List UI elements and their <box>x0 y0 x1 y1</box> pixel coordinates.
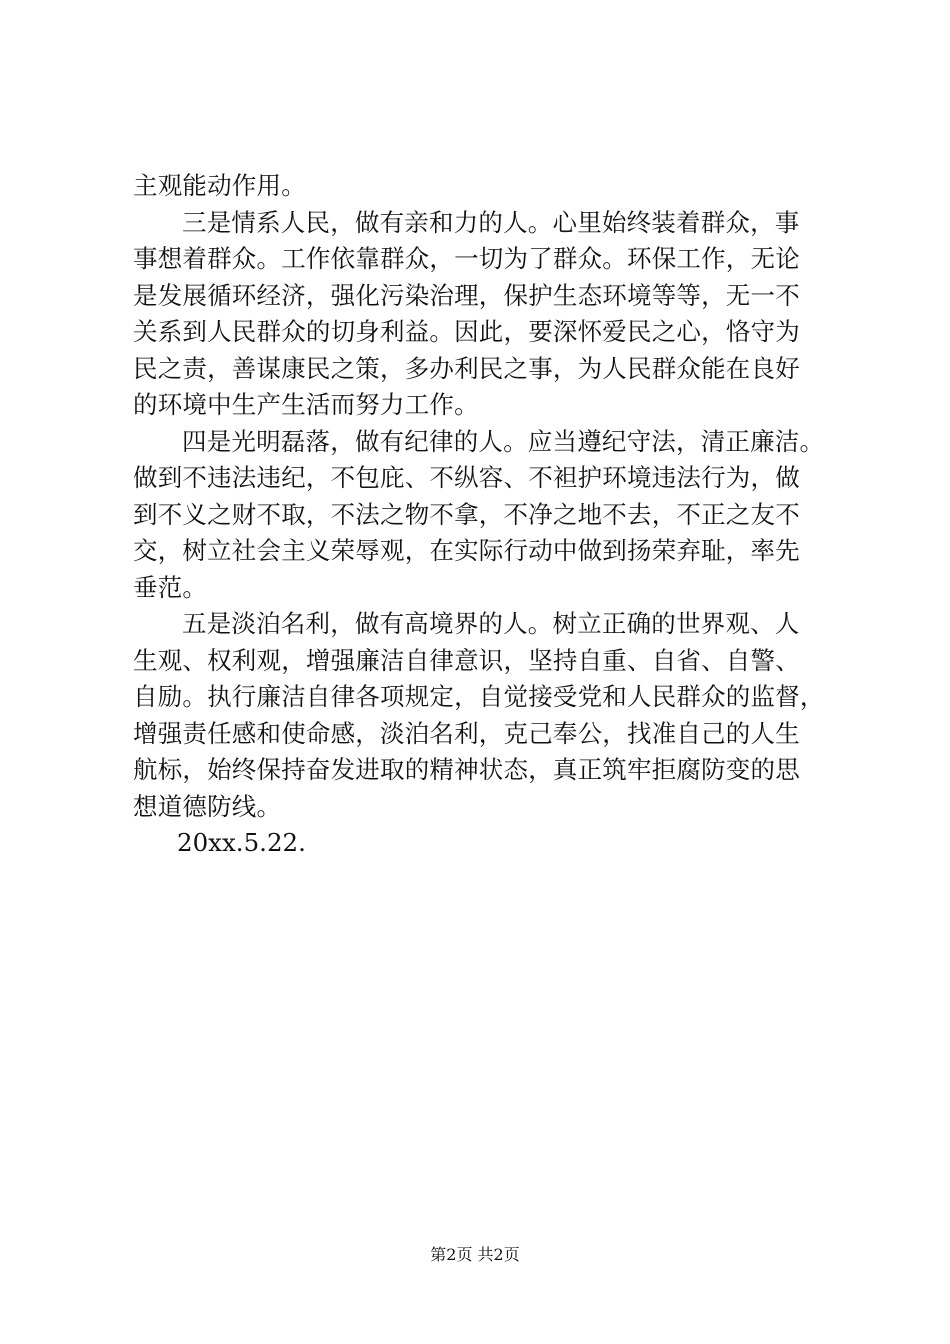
body-line: 关系到人民群众的切身利益。因此，要深怀爱民之心，恪守为 <box>133 317 800 346</box>
body-line: 想道德防线。 <box>133 791 282 821</box>
body-line: 是发展循环经济，强化污染治理，保护生态环境等等，无一不 <box>133 280 800 310</box>
body-line: 增强责任感和使命感，淡泊名利，克己奉公，找准自己的人生 <box>133 718 800 748</box>
body-line: 交，树立社会主义荣辱观，在实际行动中做到扬荣弃耻，率先 <box>133 536 800 565</box>
body-line: 民之责，善谋康民之策，多办利民之事，为人民群众能在良好 <box>133 353 800 383</box>
body-line: 的环境中生产生活而努力工作。 <box>133 390 479 419</box>
body-line: 事想着群众。工作依靠群众，一切为了群众。环保工作，无论 <box>133 244 800 273</box>
document-body <box>133 168 833 862</box>
body-line: 做到不违法违纪，不包庇、不纵容、不袒护环境违法行为，做 <box>133 463 800 492</box>
page-number-footer: 第2页 共2页 <box>430 1245 520 1264</box>
body-line: 到不义之财不取，不法之物不拿，不净之地不去，不正之友不 <box>133 499 800 529</box>
paragraph-4-start: 四是光明磊落，做有纪律的人。应当遵纪守法，清正廉洁。 <box>182 426 825 456</box>
paragraph-3-start: 三是情系人民，做有亲和力的人。心里始终装着群众，事 <box>182 207 800 237</box>
body-line: 生观、权利观，增强廉洁自律意识，坚持自重、自省、自警、 <box>133 645 800 675</box>
paragraph-5-start: 五是淡泊名利，做有高境界的人。树立正确的世界观、人 <box>182 609 800 638</box>
body-line: 垂范。 <box>133 572 208 602</box>
body-line: 自励。执行廉洁自律各项规定，自觉接受党和人民群众的监督， <box>133 682 825 711</box>
document-date: 20xx.5.22. <box>177 828 306 857</box>
body-line: 航标，始终保持奋发进取的精神状态，真正筑牢拒腐防变的思 <box>133 755 800 784</box>
body-line-continuation: 主观能动作用。 <box>133 171 306 200</box>
